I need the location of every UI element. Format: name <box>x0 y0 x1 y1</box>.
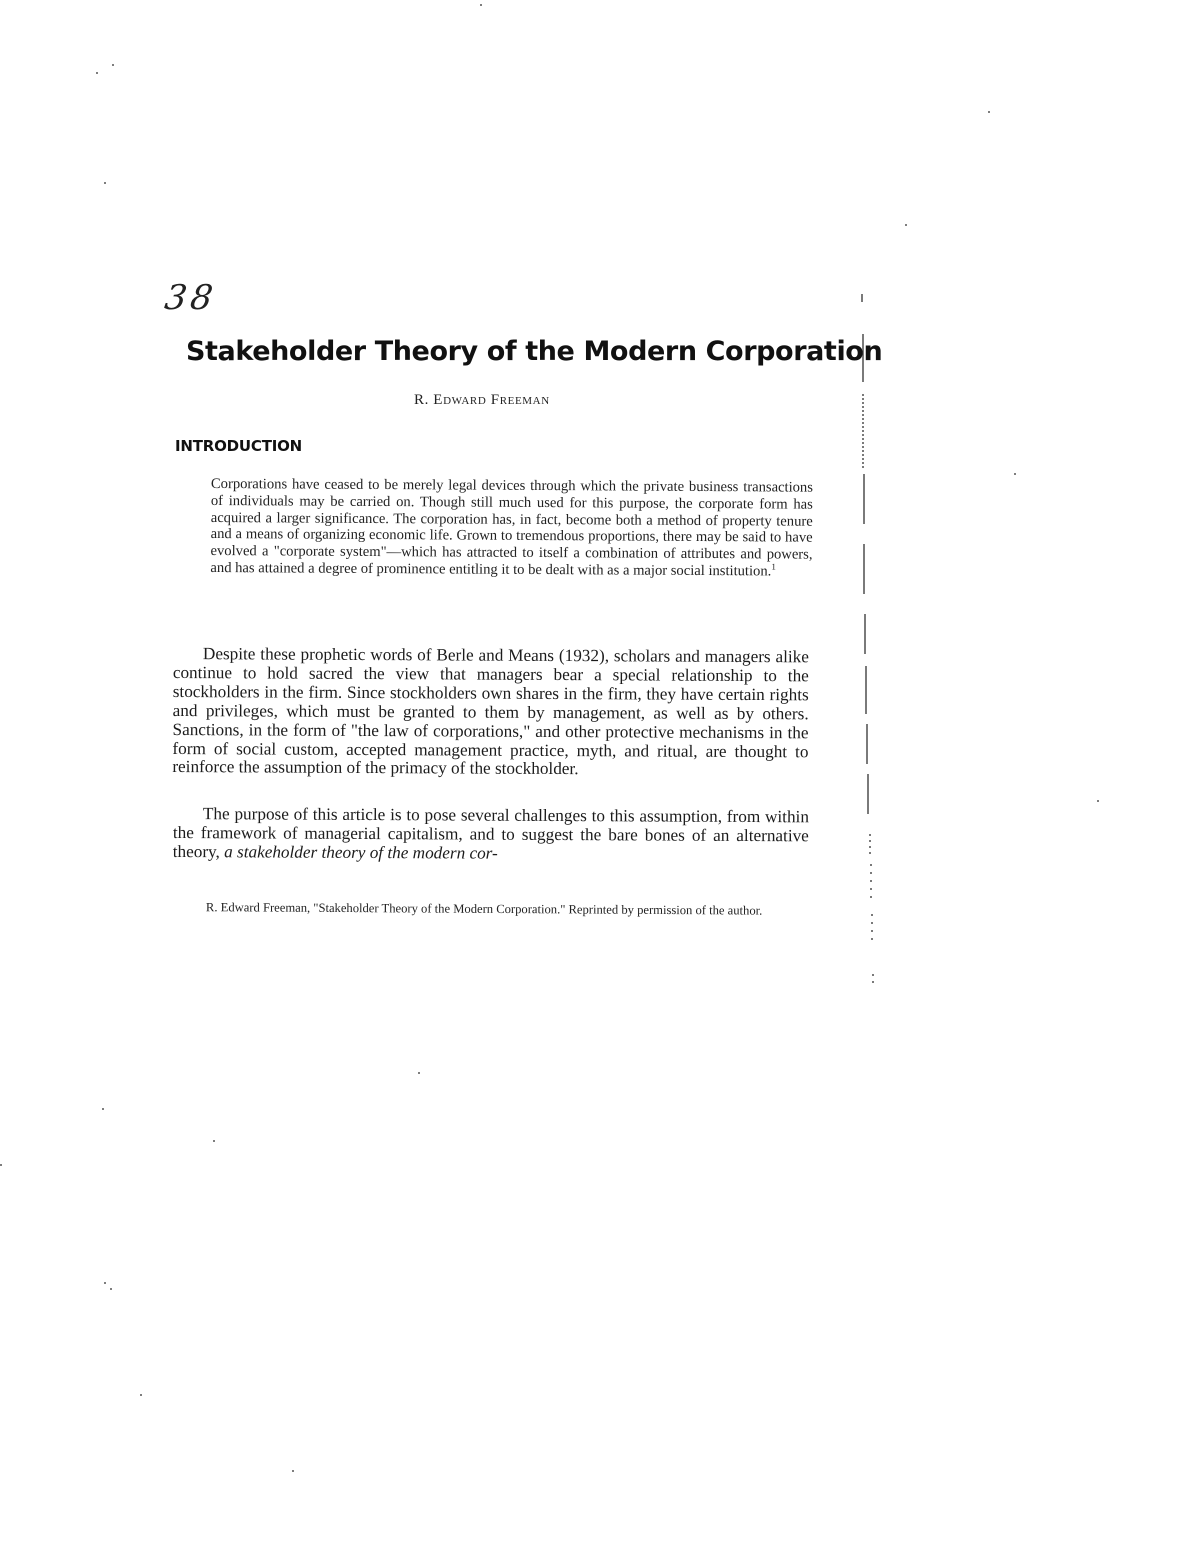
footnote-marker: 1 <box>771 561 776 572</box>
source-footnote: R. Edward Freeman, "Stakeholder Theory of the Modern Corporation." Reprinted by permission of the author. <box>205 900 763 918</box>
scan-speck <box>96 72 98 74</box>
block-quote <box>210 476 813 580</box>
scan-speck <box>292 1470 294 1472</box>
scan-speck <box>988 111 990 113</box>
scan-speck <box>1014 473 1016 475</box>
article-author: R. Edward Freeman <box>414 392 550 408</box>
article-title: Stakeholder Theory of the Modern Corporation <box>186 336 883 367</box>
scan-speck <box>905 224 907 226</box>
body-paragraph-1: Despite these prophetic words of Berle and Means (1932), scholars and managers alike continue to hold sacred the view that managers bear a special relationship to the stockholders in the firm. Since stockholders own shares in the firm, they have certain rights and privileges, which must be granted to them by management, as well as by others. Sanctions, in the form of "the law of corporations," and other protective mechanisms in the form of social custom, accepted management practice, myth, and ritual, are thought to reinforce the assumption of the primacy of the stockholder. <box>172 644 809 779</box>
scan-speck <box>110 1288 112 1290</box>
scan-speck <box>140 1394 142 1396</box>
body-paragraph-2 <box>173 805 809 865</box>
block-quote-text: Corporations have ceased to be merely legal devices through which the private business transactions of individuals may be carried on. Though still much used for this purpose, the corporate form has acquired a larger significance. The corporation has, in fact, become both a method of property tenure and a means of organizing economic life. Grown to tremendous proportions, there may be said to have evolved a "corporate system"—which has attracted to itself a combination of attributes and powers, and has attained a degree of prominence entitling it to be dealt with as a major social institution. <box>210 476 813 580</box>
scan-speck <box>1097 800 1099 802</box>
scan-margin-line <box>858 294 882 994</box>
scan-speck <box>418 1072 420 1074</box>
scan-speck <box>104 1282 106 1284</box>
scan-speck <box>104 182 106 184</box>
scan-speck <box>213 1140 215 1142</box>
scan-speck <box>102 1108 104 1110</box>
chapter-number: 38 <box>162 278 220 318</box>
body-paragraph-2-text: The purpose of this article is to pose several challenges to this assumption, from within the framework of managerial capitalism, and to suggest the bare bones of an alternative theory, <box>172 804 809 862</box>
scan-speck <box>0 1164 2 1166</box>
section-heading: INTRODUCTION <box>175 437 303 455</box>
body-paragraph-2-emphasis: a stakeholder theory of the modern cor- <box>224 842 498 863</box>
scan-speck <box>480 4 482 6</box>
scan-speck <box>112 64 114 66</box>
